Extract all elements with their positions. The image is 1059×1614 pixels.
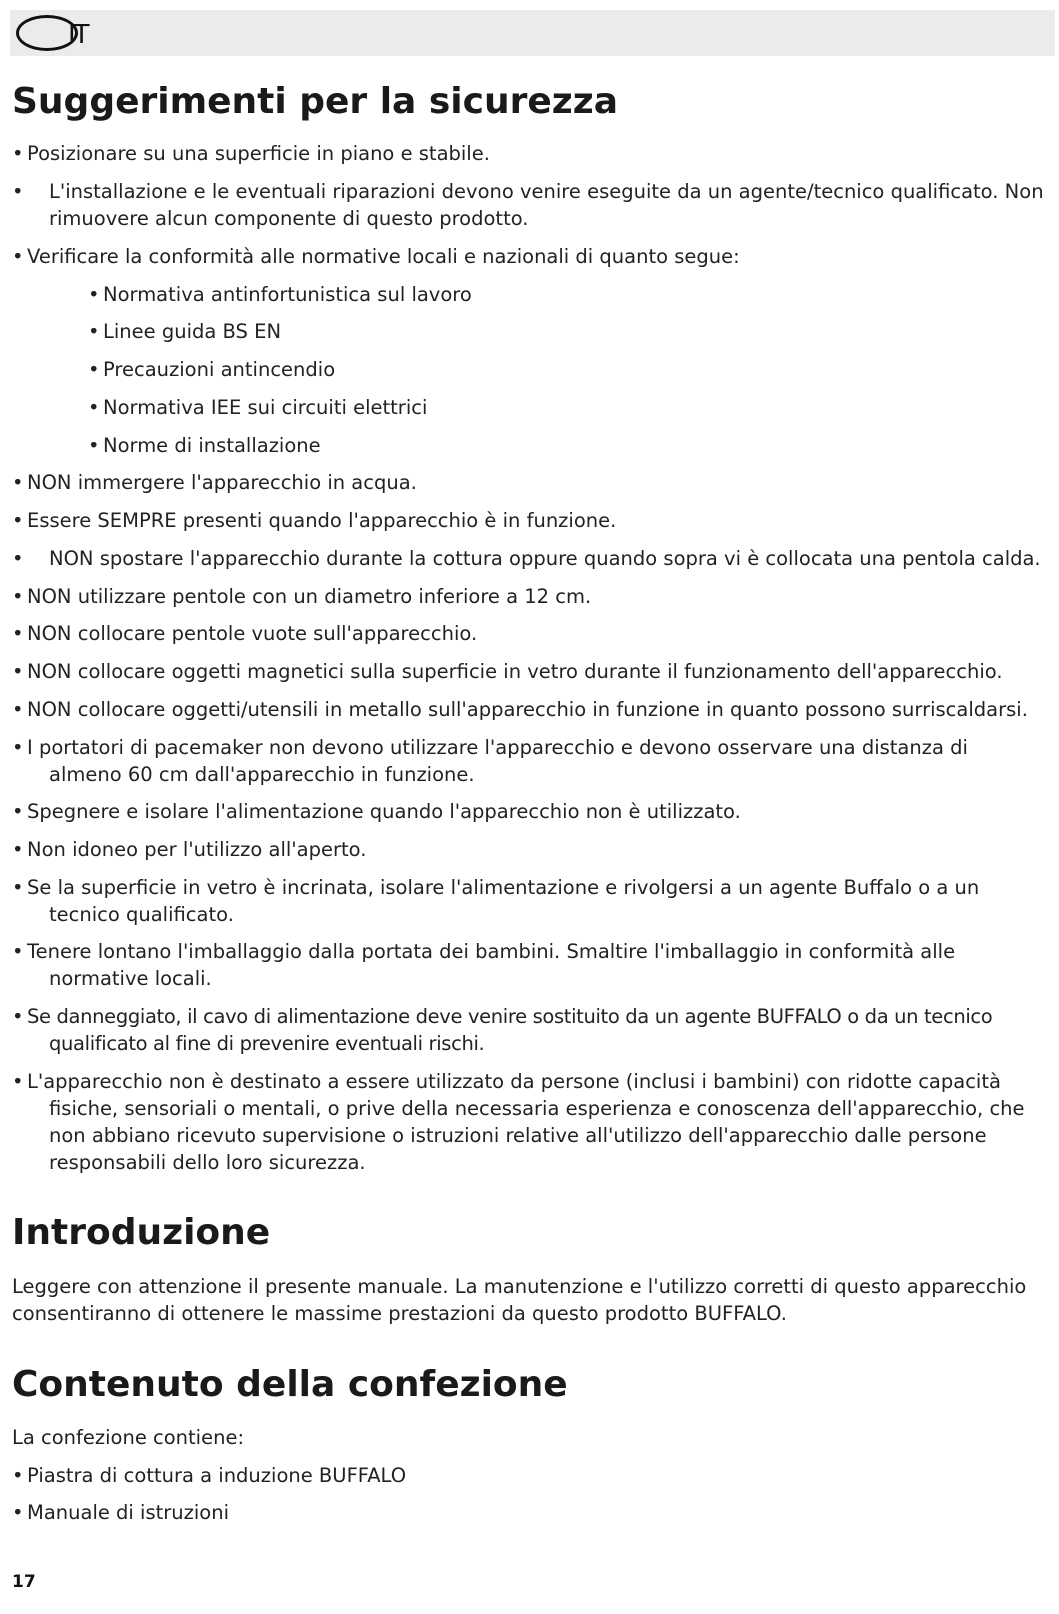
safety-item: NON spostare l'apparecchio durante la cottura oppure quando sopra vi è collocata una pentola calda. <box>49 547 1041 570</box>
intro-text: Leggere con attenzione il presente manuale. La manutenzione e l'utilizzo corretti di questo apparecchio <box>12 1275 1027 1298</box>
safety-item: L'apparecchio non è destinato a essere utilizzato da persone (inclusi i bambini) con ridotte capacità <box>27 1070 1001 1093</box>
safety-item: NON collocare pentole vuote sull'apparecchio. <box>27 622 478 645</box>
safety-item: NON utilizzare pentole con un diametro inferiore a 12 cm. <box>27 585 592 608</box>
bullet-dot: • <box>12 838 24 861</box>
bullet-dot: • <box>12 1501 24 1524</box>
safety-item-continued: fisiche, sensoriali o mentali, o prive della necessaria esperienza e conoscenza dell'apparecchio, che <box>49 1097 1025 1120</box>
sub-bullet-dot: • <box>88 320 100 343</box>
safety-subitem: Normativa antinfortunistica sul lavoro <box>103 283 472 306</box>
bullet-dot: • <box>12 1464 24 1487</box>
safety-subitem: Norme di installazione <box>103 434 321 457</box>
bullet-dot: • <box>12 1005 24 1028</box>
bullet-dot: • <box>12 876 24 899</box>
bullet-dot: • <box>12 547 24 570</box>
safety-item-continued: responsabili dello loro sicurezza. <box>49 1151 366 1174</box>
bullet-dot: • <box>12 1070 24 1093</box>
bullet-dot: • <box>12 622 24 645</box>
language-code: IT <box>68 20 88 50</box>
safety-item: NON immergere l'apparecchio in acqua. <box>27 471 417 494</box>
bullet-dot: • <box>12 660 24 683</box>
safety-item-continued: rimuovere alcun componente di questo prodotto. <box>49 207 529 230</box>
safety-item: NON collocare oggetti magnetici sulla superficie in vetro durante il funzionamento dell'apparecchio. <box>27 660 1003 683</box>
bullet-dot: • <box>12 142 24 165</box>
safety-item: Essere SEMPRE presenti quando l'apparecchio è in funzione. <box>27 509 617 532</box>
contents-item: Manuale di istruzioni <box>27 1501 230 1524</box>
safety-subitem: Normativa IEE sui circuiti elettrici <box>103 396 428 419</box>
bullet-dot: • <box>12 509 24 532</box>
safety-item-continued: almeno 60 cm dall'apparecchio in funzione. <box>49 763 475 786</box>
bullet-dot: • <box>12 736 24 759</box>
contents-item: Piastra di cottura a induzione BUFFALO <box>27 1464 407 1487</box>
bullet-dot: • <box>12 180 24 203</box>
sub-bullet-dot: • <box>88 434 100 457</box>
safety-item: Tenere lontano l'imballaggio dalla portata dei bambini. Smaltire l'imballaggio in conformità alle <box>27 940 956 963</box>
page-number: 17 <box>12 1572 36 1592</box>
contents-title: Contenuto della confezione <box>12 1364 568 1405</box>
safety-title: Suggerimenti per la sicurezza <box>12 81 618 122</box>
contents-intro: La confezione contiene: <box>12 1426 245 1449</box>
safety-item: Se danneggiato, il cavo di alimentazione deve venire sostituito da un agente BUFFALO o da un tecnico <box>27 1005 993 1028</box>
bullet-dot: • <box>12 585 24 608</box>
safety-item: I portatori di pacemaker non devono utilizzare l'apparecchio e devono osservare una distanza di <box>27 736 968 759</box>
bullet-dot: • <box>12 940 24 963</box>
safety-item: L'installazione e le eventuali riparazioni devono venire eseguite da un agente/tecnico qualificato. Non <box>49 180 1044 203</box>
bullet-dot: • <box>12 698 24 721</box>
sub-bullet-dot: • <box>88 283 100 306</box>
sub-bullet-dot: • <box>88 396 100 419</box>
intro-title: Introduzione <box>12 1212 271 1253</box>
sub-bullet-dot: • <box>88 358 100 381</box>
bullet-dot: • <box>12 471 24 494</box>
safety-subitem: Linee guida BS EN <box>103 320 282 343</box>
intro-text: consentiranno di ottenere le massime prestazioni da questo prodotto BUFFALO. <box>12 1302 787 1325</box>
safety-item: NON collocare oggetti/utensili in metallo sull'apparecchio in funzione in quanto possono surriscaldarsi. <box>27 698 1028 721</box>
safety-item: Verificare la conformità alle normative locali e nazionali di quanto segue: <box>27 245 740 268</box>
safety-item-continued: normative locali. <box>49 967 212 990</box>
bullet-dot: • <box>12 245 24 268</box>
safety-item-continued: qualificato al fine di prevenire eventuali rischi. <box>49 1032 485 1055</box>
safety-item-continued: tecnico qualificato. <box>49 903 234 926</box>
safety-item: Spegnere e isolare l'alimentazione quando l'apparecchio non è utilizzato. <box>27 800 741 823</box>
safety-item: Se la superficie in vetro è incrinata, isolare l'alimentazione e rivolgersi a un agente Buffalo o a un <box>27 876 980 899</box>
bullet-dot: • <box>12 800 24 823</box>
safety-subitem: Precauzioni antincendio <box>103 358 336 381</box>
safety-item-continued: non abbiano ricevuto supervisione o istruzioni relative all'utilizzo dell'apparecchio dalle persone <box>49 1124 987 1147</box>
safety-item: Non idoneo per l'utilizzo all'aperto. <box>27 838 367 861</box>
safety-item: Posizionare su una superficie in piano e stabile. <box>27 142 490 165</box>
header-bar <box>10 10 1055 56</box>
